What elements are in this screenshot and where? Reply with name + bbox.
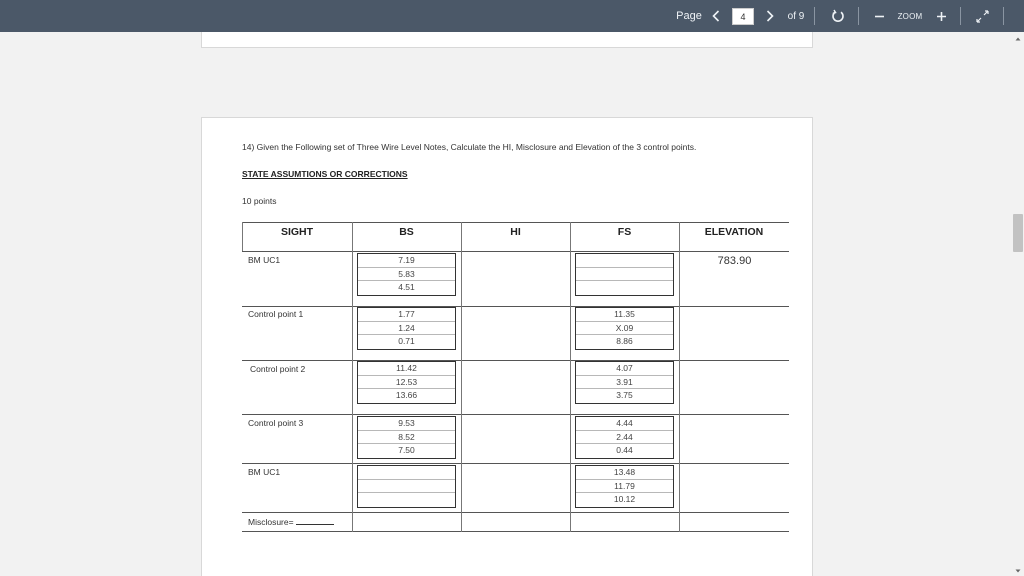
fs-reading: 11.79 [576, 480, 673, 494]
table-rule [679, 222, 680, 532]
fs-reading: 11.35 [576, 308, 673, 322]
next-page-button[interactable] [762, 0, 778, 32]
header-fs: FS [617, 226, 632, 238]
chevron-right-icon [766, 10, 774, 22]
bs-reading: 1.24 [358, 322, 455, 336]
bs-reading: 5.83 [358, 268, 455, 282]
scroll-down-button[interactable] [1012, 564, 1024, 576]
bs-reading [358, 466, 455, 480]
bs-readings [357, 361, 456, 404]
table-rule [242, 463, 789, 464]
fs-readings [575, 465, 674, 508]
fs-readings [575, 361, 674, 404]
sight-label: BM UC1 [248, 255, 281, 265]
fs-readings [575, 307, 674, 350]
bs-reading: 1.77 [358, 308, 455, 322]
toolbar-divider [960, 7, 961, 25]
sight-label: Control point 1 [248, 309, 304, 319]
bs-readings [357, 253, 456, 296]
question-text: 14) Given the Following set of Three Wire Level Notes, Calculate the HI, Misclosure and Elevation of the 3 control points. [242, 142, 697, 152]
table-rule [242, 414, 789, 415]
assumptions-heading: STATE ASSUMTIONS OR CORRECTIONS [242, 169, 408, 179]
fs-reading: 10.12 [613, 494, 636, 505]
table-rule [242, 531, 789, 532]
fit-page-button[interactable] [970, 0, 994, 32]
rotate-icon [831, 9, 845, 23]
table-rule [570, 222, 571, 532]
fs-readings [575, 253, 674, 296]
table-rule [352, 222, 353, 532]
fs-readings [575, 416, 674, 459]
rotate-button[interactable] [826, 0, 850, 32]
header-bs: BS [399, 226, 414, 238]
header-elevation: ELEVATION [704, 226, 764, 238]
fs-reading: 0.44 [616, 445, 633, 456]
fs-reading: 3.75 [616, 390, 633, 401]
header-sight: SIGHT [280, 226, 314, 238]
zoom-out-button[interactable] [868, 0, 890, 32]
page-number-input[interactable] [732, 8, 754, 25]
previous-page-bottom [201, 32, 813, 48]
scroll-thumb[interactable] [1013, 214, 1023, 252]
fs-reading: 13.48 [576, 466, 673, 480]
toolbar-divider [1003, 7, 1004, 25]
scroll-up-button[interactable] [1012, 32, 1024, 44]
table-rule [242, 512, 789, 513]
misclosure-row [248, 517, 334, 527]
bs-reading: 7.50 [398, 445, 415, 456]
bs-reading [358, 493, 455, 507]
table-rule [242, 251, 789, 252]
bs-reading: 11.42 [358, 362, 455, 376]
sight-label: Control point 2 [250, 364, 306, 374]
bs-reading: 9.53 [358, 417, 455, 431]
bs-reading [358, 480, 455, 494]
points-label: 10 points [242, 196, 277, 206]
sight-label: BM UC1 [248, 467, 281, 477]
misclosure-label: Misclosure= [248, 517, 294, 527]
bs-reading: 13.66 [395, 390, 418, 401]
chevron-left-icon [712, 10, 720, 22]
misclosure-blank [296, 524, 334, 525]
page-label: Page [676, 10, 702, 22]
fs-reading: 8.86 [616, 336, 633, 347]
zoom-label: ZOOM [897, 11, 923, 21]
bs-readings [357, 465, 456, 508]
fs-reading: 2.44 [576, 431, 673, 445]
fs-reading: 4.44 [576, 417, 673, 431]
toolbar-divider [814, 7, 815, 25]
bs-reading: 8.52 [358, 431, 455, 445]
zoom-in-button[interactable] [930, 0, 952, 32]
arrow-down-icon [1012, 565, 1024, 576]
elevation-value: 783.90 [717, 255, 752, 267]
page-count: of 9 [787, 10, 805, 22]
fs-reading: 3.91 [576, 376, 673, 390]
bs-reading: 7.19 [358, 254, 455, 268]
document-page [201, 117, 813, 576]
fs-reading [576, 268, 673, 282]
prev-page-button[interactable] [708, 0, 724, 32]
table-rule [242, 360, 789, 361]
bs-reading: 0.71 [398, 336, 415, 347]
fs-reading [576, 281, 673, 295]
fit-arrows-icon [976, 10, 989, 23]
arrow-up-icon [1012, 33, 1024, 45]
fs-reading: X.09 [576, 322, 673, 336]
vertical-scrollbar[interactable] [1012, 32, 1024, 576]
fs-reading: 4.07 [576, 362, 673, 376]
sight-label: Control point 3 [248, 418, 304, 428]
bs-readings [357, 416, 456, 459]
plus-icon [936, 11, 947, 22]
level-notes-table [242, 222, 789, 532]
minus-icon [874, 11, 885, 22]
header-hi: HI [510, 226, 521, 238]
table-rule [242, 306, 789, 307]
bs-readings [357, 307, 456, 350]
bs-reading: 12.53 [358, 376, 455, 390]
viewer-toolbar [0, 0, 1024, 32]
fs-reading [576, 254, 673, 268]
bs-reading: 4.51 [398, 282, 415, 293]
toolbar-divider [858, 7, 859, 25]
table-rule [461, 222, 462, 532]
